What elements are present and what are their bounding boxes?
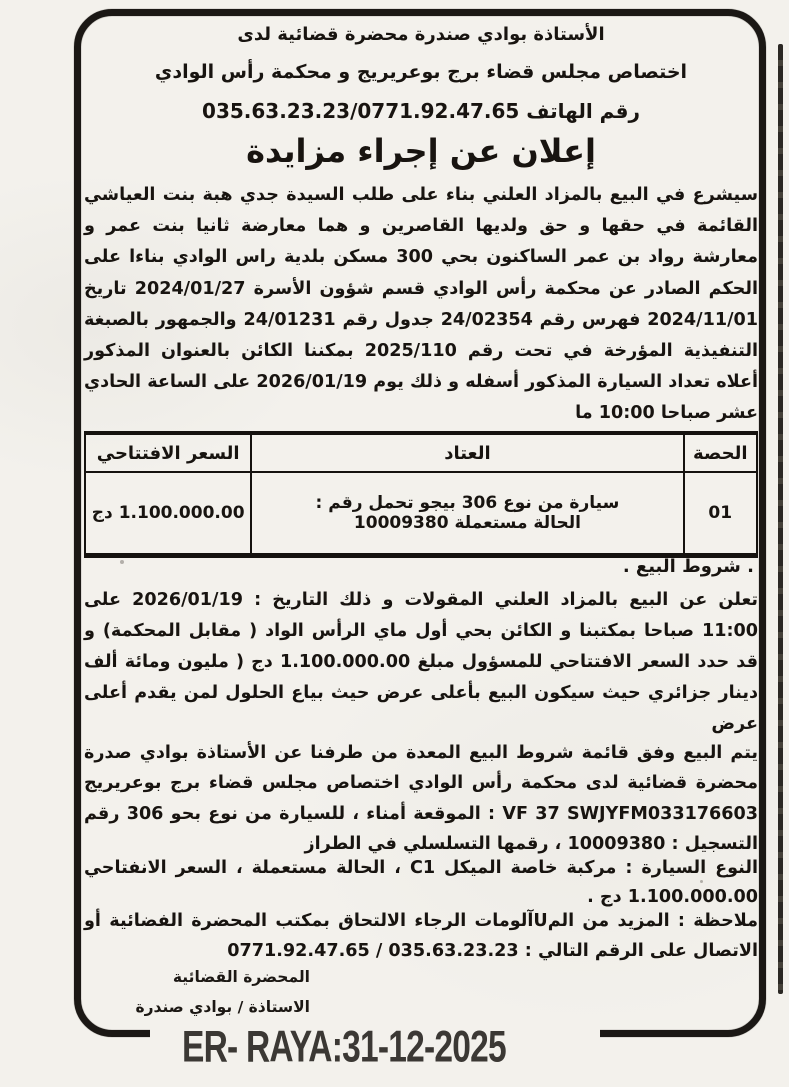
- conditions-paragraph-2: يتم البيع وفق قائمة شروط البيع المعدة من طرفنا عن الأستاذة بوادي صدرة محضرة قضائية لدى محكمة رأس الوادي اختصاص مجلس قضاء برج بوعريريج VF 37 SWJYFM033176603 : الموقعة أمناء ، للسيارة من نوع بحو 306 رقم التسجيل : 10009380 ، رقمها التسلسلي في الطراز: [84, 743, 759, 854]
- note-paragraph: ملاحظة : المزيد من المUآلومات الرجاء الالتحاق بمكتب المحضرة الفضائية أو الاتصال على الرقم التالي : 035.63.23.23 / 0771.92.47.65: [84, 911, 758, 961]
- item-description-line-1: سيارة من نوع 306 بيجو تحمل رقم :: [315, 493, 620, 513]
- table-header-row: [85, 433, 757, 472]
- col-header-lot: الحصة: [684, 433, 758, 472]
- opening-price-cell: 1.100.000.00 دج: [85, 472, 251, 556]
- intro-paragraph: سيشرع في البيع بالمزاد العلني بناء على طلب السيدة جدي هبة بنت العياشي القائمة في حقها و حق ولديها القاصرين و هما معارضة ثانيا بنت عمر و معارشة رواد بن عمر الساكنون بحي 300 مسكن بلدية راس الوادي بناءا على الحكم الصادر عن محكمة رأس الوادي قسم شؤون الأسرة 2024/01/27 تاريخ 2024/11/01 فهرس رقم 24/02354 جدول رقم 24/01231 والجمهور بالصبغة التنفيذية المؤرخة في تحت رقم 2025/110 بمكننا الكائن بالعنوان المذكور أعلاه تعداد السيارة المذكور أسفله و ذلك يوم 2026/01/19 على الساعة الحادي عشر صباحا 10:00 ما: [84, 185, 759, 424]
- lot-number-cell: 01: [684, 472, 758, 556]
- bailiff-name-line: الأستاذة بوادي صندرة محضرة قضائية لدى: [237, 24, 605, 45]
- signature-role-line: المحضرة القضائية: [172, 968, 310, 986]
- jurisdiction-line: اختصاص مجلس قضاء برج بوعريريج و محكمة رأس الوادي: [154, 61, 688, 83]
- sale-conditions-heading: . شروط البيع .: [622, 556, 754, 577]
- col-header-price: السعر الافتتاحي: [85, 433, 251, 472]
- table-row: [85, 472, 757, 556]
- item-description-cell: [251, 472, 683, 556]
- notice-title: إعلان عن إجراء مزايدة: [246, 132, 596, 170]
- phone-number-line: رقم الهاتف 035.63.23.23/0771.92.47.65: [202, 99, 640, 123]
- conditions-paragraph-1: تعلن عن البيع بالمزاد العلني المقولات و ذلك التاريخ : 2026/01/19 على 11:00 صباحا بمكتبنا و الكائن بحي أول ماي الرأس الواد ( مقابل المحكمة) و قد حدد السعر الافتتاحي للمسؤول مبلغ 1.100.000.00 دج ( مليون ومائة ألف دينار جزائري حيث سيكون البيع بأعلى عرض حيث بياع الحلول لمن يقدم أعلى عرض: [84, 590, 758, 734]
- conditions-paragraph-3: النوع السيارة : مركبة خاصة الميكل C1 ، الحالة مستعملة ، السعر الانفتاحي 1.100.000.00 دج .: [84, 858, 758, 907]
- col-header-item: العتاد: [251, 433, 683, 472]
- scan-speck: [120, 560, 124, 564]
- item-description-line-2: 10009380 الحالة مستعملة: [353, 513, 581, 533]
- signature-name-line: الاستاذة / بوادي صندرة: [135, 998, 310, 1016]
- newspaper-column-rule: [778, 44, 783, 994]
- auction-lot-table: [84, 431, 758, 558]
- newspaper-date-stamp: ER- RAYA:31-12-2025: [182, 1022, 506, 1072]
- scan-speck: [700, 880, 703, 883]
